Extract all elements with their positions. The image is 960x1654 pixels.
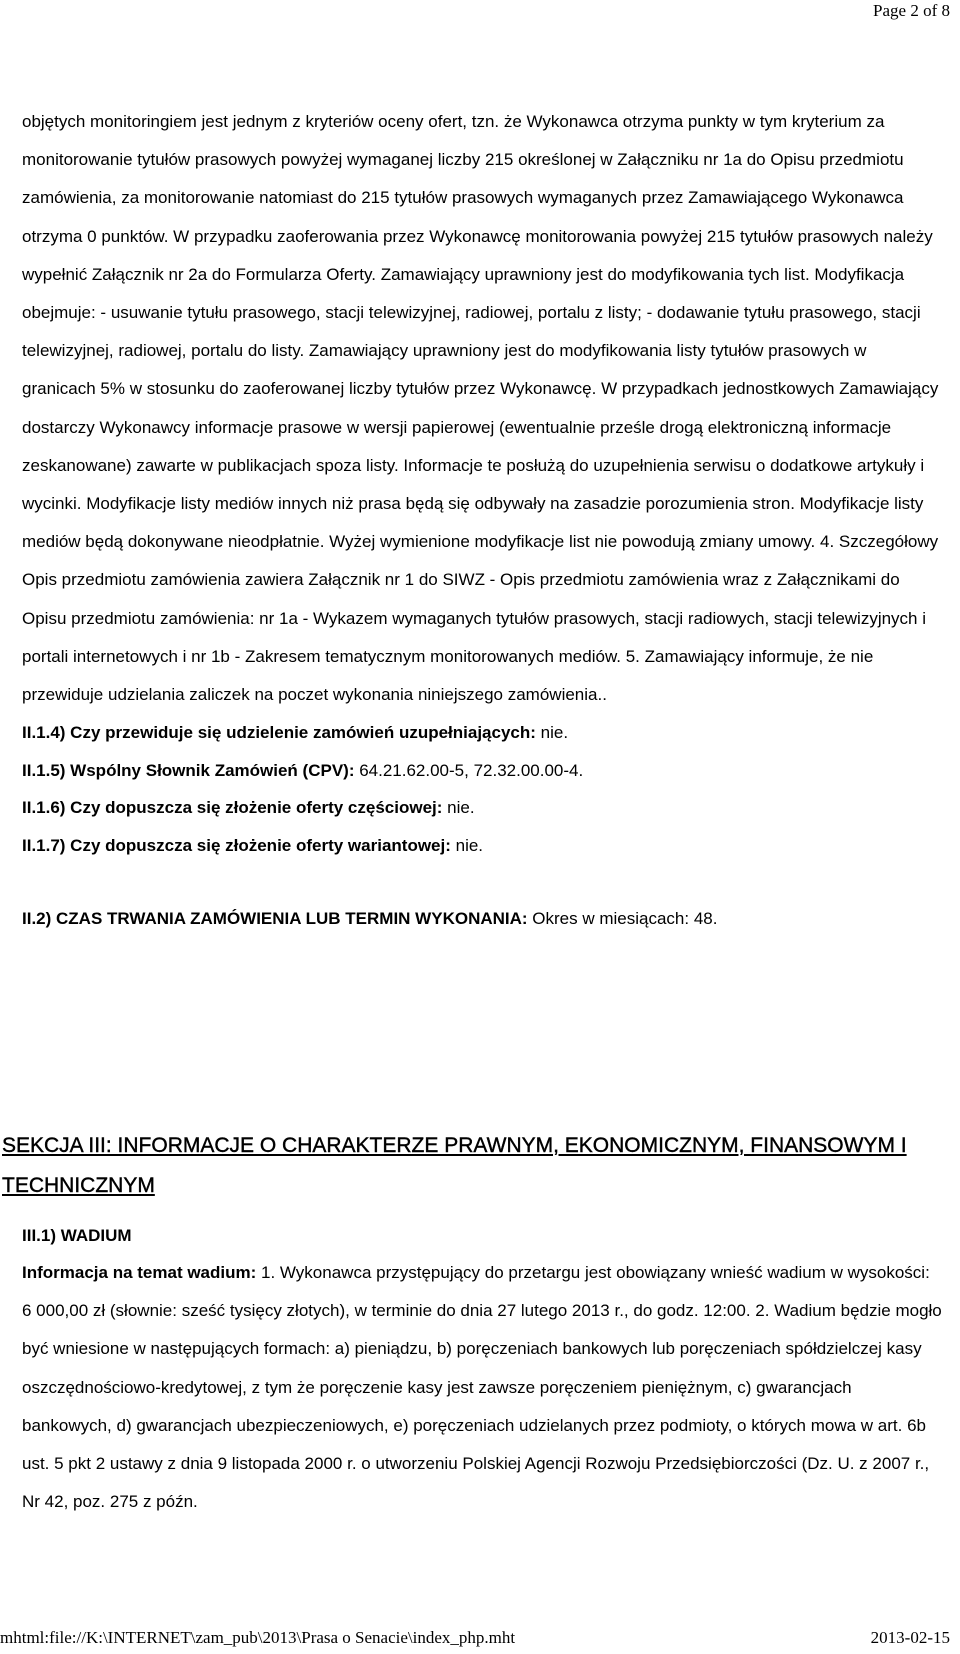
description-paragraph: objętych monitoringiem jest jednym z kryteriów oceny ofert, tzn. że Wykonawca otrzyma punkty w tym kryterium za monitorowanie tytułów prasowych powyżej wymaganej liczby 215 określonej w Załączniku nr 1a do Opisu przedmiotu zamówienia, za monitorowanie natomiast do 215 tytułów prasowych wymaganych przez Zamawiającego Wykonawca otrzyma 0 punktów. W przypadku zaoferowania przez Wykonawcę monitorowania powyżej 215 tytułów prasowych należy wypełnić Załącznik nr 2a do Formularza Oferty. Zamawiający uprawniony jest do modyfikowania tych list. Modyfikacja obejmuje: - usuwanie tytułu prasowego, stacji telewizyjnej, radiowej, portalu z listy; - dodawanie tytułu prasowego, stacji telewizyjnej, radiowej, portalu do listy. Zamawiający uprawniony jest do modyfikowania listy tytułów prasowych w granicach 5% w stosunku do zaoferowanej liczby tytułów przez Wykonawcę. W przypadkach jednostkowych Zamawiający dostarczy Wykonawcy informacje prasowe w wersji papierowej (ewentualnie prześle drogą elektroniczną informacje zeskanowane) zawarte w publikacjach spoza listy. Informacje te posłużą do uzupełnienia serwisu o dodatkowe artykuły i wycinki. Modyfikacje listy mediów innych niż prasa będą się odbywały na zasadzie porozumienia stron. Modyfikacje listy mediów będą dokonywane nieodpłatnie. Wyżej wymienione modyfikacje list nie powodują zmiany umowy. 4. Szczegółowy Opis przedmiotu zamówienia zawiera Załącznik nr 1 do SIWZ - Opis przedmiotu zamówienia wraz z Załącznikami do Opisu przedmiotu zamówienia: nr 1a - Wykazem wymaganych tytułów prasowych, stacji radiowych, stacji telewizyjnych i portali internetowych i nr 1b - Zakresem tematycznym monitorowanych mediów. 5. Zamawiający informuje, że nie przewiduje udzielania zaliczek na poczet wykonania niniejszego zamówienia..	[22, 112, 939, 705]
item-value: nie.	[535, 723, 569, 743]
wadium-label: Informacja na temat wadium:	[22, 1263, 257, 1282]
item-duration	[22, 900, 942, 938]
document-body	[22, 103, 942, 938]
section-three-body	[22, 1218, 942, 1521]
wadium-paragraph	[22, 1254, 942, 1521]
footer-path: mhtml:file://K:\INTERNET\zam_pub\2013\Prasa o Senacie\index_php.mht	[0, 1628, 516, 1647]
item-variant-offer	[22, 827, 942, 865]
wadium-heading: III.1) WADIUM	[22, 1226, 132, 1245]
item-value: Okres w miesiącach: 48.	[527, 909, 718, 929]
wadium-text: 1. Wykonawca przystępujący do przetargu jest obowiązany wnieść wadium w wysokości: 6 000,00 zł (słownie: sześć tysięcy złotych), w terminie do dnia 27 lutego 2013 r., do godz. 12:00. 2. Wadium będzie mogło być wniesione w następujących formach: a) pieniądzu, b) poręczeniach bankowych lub poręczeniach spółdzielczej kasy oszczędnościowo-kredytowej, z tym że poręczenie kasy jest zawsze poręczeniem pieniężnym, c) gwarancjach bankowych, d) gwarancjach ubezpieczeniowych, e) poręczeniach udzielanych przez podmioty, o których mowa w art. 6b ust. 5 pkt 2 ustawy z dnia 9 listopada 2000 r. o utworzeniu Polskiej Agencji Rozwoju Przedsiębiorczości (Dz. U. z 2007 r., Nr 42, poz. 275 z późn.	[22, 1263, 942, 1512]
item-label: II.1.6) Czy dopuszcza się złożenie oferty częściowej:	[22, 798, 443, 818]
section-heading	[2, 1126, 942, 1206]
section-heading-text: SEKCJA III: INFORMACJE O CHARAKTERZE PRAWNYM, EKONOMICZNYM, FINANSOWYM I TECHNICZNYM	[2, 1134, 907, 1197]
item-label: II.2) CZAS TRWANIA ZAMÓWIENIA LUB TERMIN WYKONANIA:	[22, 909, 528, 929]
item-label: II.1.7) Czy dopuszcza się złożenie oferty wariantowej:	[22, 835, 451, 855]
item-label: II.1.4) Czy przewiduje się udzielenie zamówień uzupełniających:	[22, 723, 536, 743]
item-cpv	[22, 752, 942, 790]
page-number: Page 2 of 8	[873, 1, 950, 20]
item-supplementary-orders	[22, 714, 942, 752]
item-label: II.1.5) Wspólny Słownik Zamówień (CPV):	[22, 760, 355, 780]
footer-date: 2013-02-15	[870, 1628, 950, 1647]
item-value: nie.	[442, 798, 475, 818]
item-value: 64.21.62.00-5, 72.32.00.00-4.	[354, 760, 584, 780]
item-partial-offer	[22, 789, 942, 827]
item-value: nie.	[450, 835, 484, 855]
